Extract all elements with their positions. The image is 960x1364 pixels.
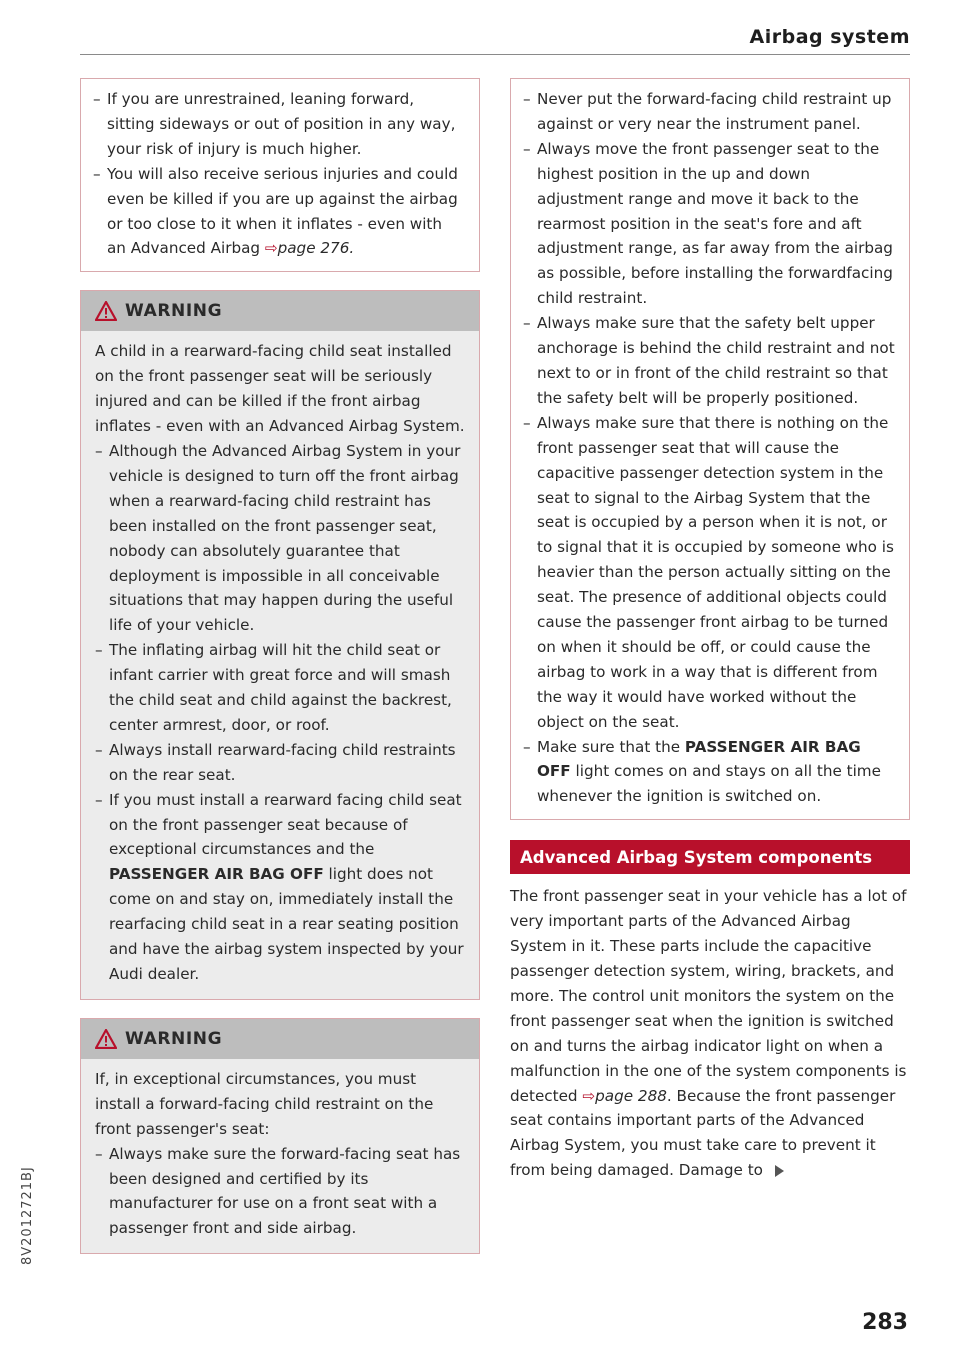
warning-body bbox=[81, 339, 479, 987]
indicator-light-name: PASSENGER AIR BAG OFF bbox=[537, 737, 861, 781]
indicator-light-name: PASSENGER AIR BAG OFF bbox=[109, 865, 324, 884]
header-divider bbox=[80, 54, 910, 55]
warning-list bbox=[95, 439, 465, 987]
warning-triangle-icon bbox=[95, 1029, 117, 1049]
page-section-title: Airbag system bbox=[749, 26, 910, 48]
page-reference-link[interactable]: page 276. bbox=[277, 239, 355, 258]
page-reference-link[interactable]: page 288 bbox=[595, 1086, 667, 1105]
warning-box-2 bbox=[80, 1018, 480, 1254]
list-item: – Always move the front passenger seat to the highest position in the up and down adjustment range and move it back to the rearmost position in the seat's fore and aft adjustment range, as far away from the airbag as possible, before installing the forwardfacing child restraint. bbox=[523, 137, 895, 311]
list-item: – Although the Advanced Airbag System in your vehicle is designed to turn off the front airbag when a rearward-facing child restraint has been installed on the front passenger seat, nobody can absolutely guarantee that deployment is impossible in all conceivable situations that may happen during the useful life of your vehicle. bbox=[95, 439, 465, 638]
warning-lead-text: A child in a rearward-facing child seat installed on the front passenger seat will be seriously injured and can be killed if the front airbag inflates - even with an Advanced Airbag System. bbox=[95, 342, 465, 436]
list-item: – You will also receive serious injuries and could even be killed if you are up against the airbag or too close to it when it inflates - even with an Advanced Airbag ⇨page 276. bbox=[93, 162, 465, 262]
list-item: – Always install rearward-facing child restraints on the rear seat. bbox=[95, 738, 465, 788]
list-item: – Never put the forward-facing child restraint up against or very near the instrument panel. bbox=[523, 87, 895, 137]
list-item: – Always make sure that the safety belt upper anchorage is behind the child restraint and not next to or in front of the child restraint so that the safety belt will be properly positioned. bbox=[523, 311, 895, 411]
warning-body bbox=[81, 1067, 479, 1241]
continuation-list bbox=[523, 87, 895, 809]
warning-label: WARNING bbox=[125, 1028, 223, 1049]
cross-reference-arrow-icon: ⇨ bbox=[582, 1086, 596, 1105]
continue-arrow-icon bbox=[775, 1165, 784, 1177]
intro-notice-box bbox=[80, 78, 480, 272]
list-item: – Always make sure the forward-facing seat has been designed and certified by its manufacturer for use on a front seat with a passenger front and side airbag. bbox=[95, 1142, 465, 1242]
warning-list bbox=[95, 1142, 465, 1242]
warning-continuation-box bbox=[510, 78, 910, 820]
intro-list bbox=[93, 87, 465, 261]
cross-reference-arrow-icon: ⇨ bbox=[264, 239, 278, 258]
warning-box-1 bbox=[80, 290, 480, 1000]
list-item: – Always make sure that there is nothing on the front passenger seat that will cause the capacitive passenger detection system in the seat to signal to the Airbag System that the seat is occupied by a person when it is not, or to signal that it is occupied by someone who is heavier than the person actually sitting on the seat. The presence of additional objects could cause the passenger front airbag to be turned on when it should be off, or could cause the airbag to work in a way that is different from the way it would have worked without the object on the seat. bbox=[523, 411, 895, 735]
list-item: – Make sure that the PASSENGER AIR BAG OFF light comes on and stays on all the time whenever the ignition is switched on. bbox=[523, 735, 895, 810]
warning-triangle-icon bbox=[95, 301, 117, 321]
list-item: – If you are unrestrained, leaning forward, sitting sideways or out of position in any way, your risk of injury is much higher. bbox=[93, 87, 465, 162]
warning-lead-text: If, in exceptional circumstances, you must install a forward-facing child restraint on the front passenger's seat: bbox=[95, 1069, 434, 1138]
left-column bbox=[80, 78, 480, 1272]
list-item: – If you must install a rearward facing child seat on the front passenger seat because of exceptional circumstances and the PASSENGER AIR BAG OFF light does not come on and stay on, immediately install the rearfacing child seat in a rear seating position and have the airbag system inspected by your Audi dealer. bbox=[95, 788, 465, 987]
warning-header bbox=[81, 291, 479, 331]
warning-header bbox=[81, 1019, 479, 1059]
page-number: 283 bbox=[862, 1310, 908, 1335]
body-paragraph: The front passenger seat in your vehicle has a lot of very important parts of the Advanced Airbag System in it. These parts include the capacitive passenger detection system, wiring, brackets, and more. The control unit monitors the system on the front passenger seat when the ignition is switched on and turns the airbag indicator light on when a malfunction in the one of the system components is detected ⇨page 288. Because the front passenger seat contains important parts of the Advanced Airbag System, you must take care to prevent it from being damaged. Damage to bbox=[510, 887, 907, 1180]
section-body bbox=[510, 884, 910, 1183]
section-heading: Advanced Airbag System components bbox=[510, 840, 910, 874]
warning-label: WARNING bbox=[125, 301, 223, 322]
list-item: – The inflating airbag will hit the child seat or infant carrier with great force and will smash the child seat and child against the backrest, center armrest, door, or roof. bbox=[95, 638, 465, 738]
right-column bbox=[510, 78, 910, 1183]
document-code: 8V2012721BJ bbox=[20, 1166, 35, 1265]
